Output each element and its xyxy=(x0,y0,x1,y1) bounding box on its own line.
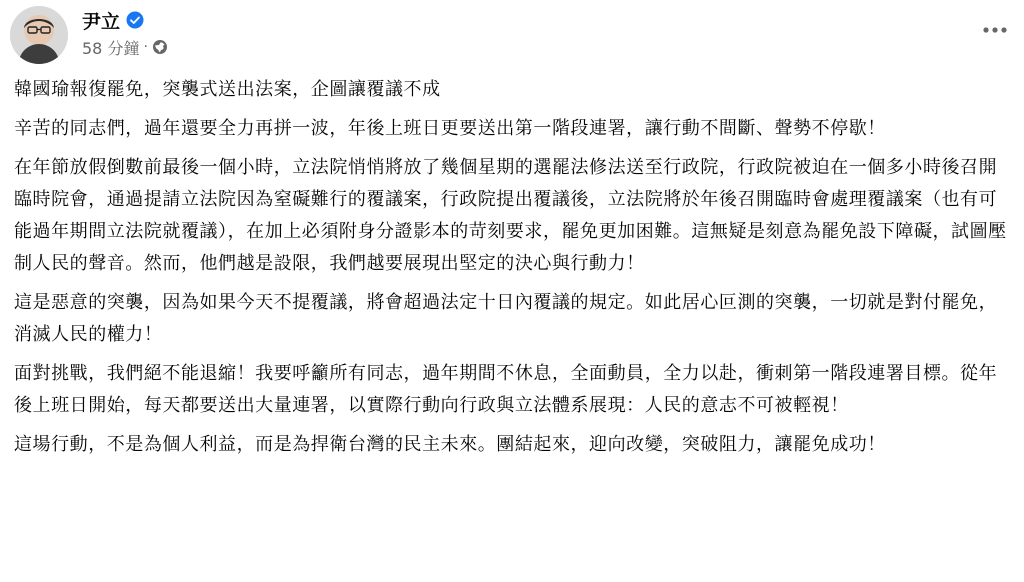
post-paragraph-2: 辛苦的同志們，過年還要全力再拼一波，年後上班日更要送出第一階段連署，讓行動不間斷、聲勢不停歇！ xyxy=(14,118,886,139)
globe-icon[interactable] xyxy=(152,39,168,55)
avatar-image xyxy=(10,6,68,64)
more-options-button[interactable] xyxy=(980,20,1010,40)
more-options-icon xyxy=(982,26,1008,34)
author-name[interactable]: 尹立 xyxy=(82,10,121,33)
post-meta xyxy=(82,35,168,59)
post-header xyxy=(10,6,1014,66)
author-block xyxy=(82,7,168,59)
post-paragraph-5: 面對挑戰，我們絕不能退縮！我要呼籲所有同志，過年期間不休息，全面動員，全力以赴，衝刺第一階段連署目標。從年後上班日開始，每天都要送出大量連署，以實際行動向行政與立法體系展現：人民的意志不可被輕視！ xyxy=(14,363,998,416)
post-body xyxy=(14,74,1014,461)
author-row xyxy=(82,7,168,33)
post-paragraph-1: 韓國瑜報復罷免，突襲式送出法案，企圖讓覆議不成 xyxy=(14,79,441,100)
post-timestamp[interactable]: 58 分鐘 xyxy=(82,38,140,58)
verified-badge-icon xyxy=(126,11,144,29)
author-avatar[interactable] xyxy=(10,6,68,64)
meta-separator: · xyxy=(143,39,148,55)
post-paragraph-6: 這場行動，不是為個人利益，而是為捍衛台灣的民主未來。團結起來，迎向改變，突破阻力，讓罷免成功！ xyxy=(14,434,886,455)
post-paragraph-4: 這是惡意的突襲，因為如果今天不提覆議，將會超過法定十日內覆議的規定。如此居心叵測的突襲，一切就是對付罷免，消滅人民的權力！ xyxy=(14,292,998,345)
post-paragraph-3: 在年節放假倒數前最後一個小時，立法院悄悄將放了幾個星期的選罷法修法送至行政院，行政院被迫在一個多小時後召開臨時院會，通過提請立法院因為窒礙難行的覆議案，行政院提出覆議後，立法院將於年後召開臨時會處理覆議案（也有可能過年期間立法院就覆議），在加上必須附身分證影本的苛刻要求，罷免更加困難。這無疑是刻意為罷免設下障礙，試圖壓制人民的聲音。然而，他們越是設限，我們越要展現出堅定的決心與行動力！ xyxy=(14,157,1007,274)
